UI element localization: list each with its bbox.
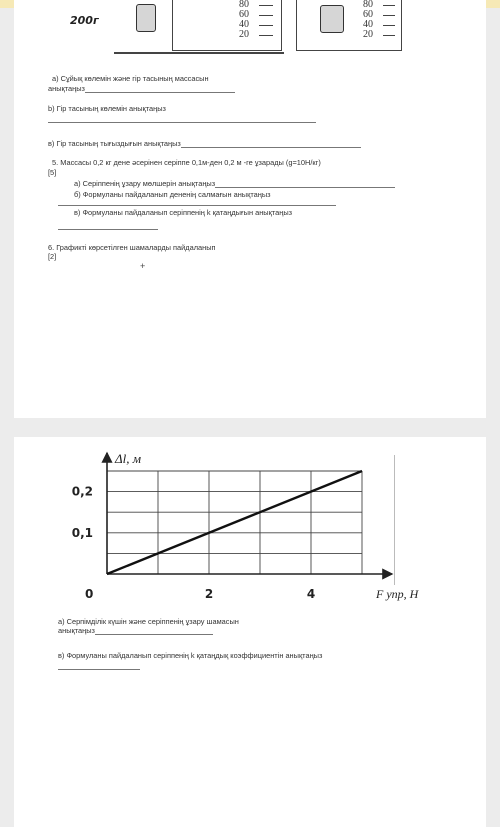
- scale-mark: 80: [239, 0, 249, 10]
- submerged-weight: [320, 5, 344, 33]
- scale-tick: [383, 5, 395, 6]
- question-b-text: b) Гір тасының көлемін анықтаңыз: [48, 104, 166, 113]
- scale-tick: [259, 25, 273, 26]
- scale-mark: 20: [363, 29, 373, 40]
- question-a-line: [48, 84, 235, 93]
- series-line: [107, 471, 362, 574]
- question-6-text: 6. Графикті көрсетілген шамаларды пайдаланып: [48, 243, 216, 252]
- answer-line[interactable]: [48, 122, 316, 123]
- answer-line[interactable]: [215, 180, 395, 188]
- y-axis-title: Δl, м: [115, 451, 142, 466]
- spring-graph: [54, 449, 424, 629]
- question-5b-text: б) Формуланы пайдаланып дененің салмағын анықтаңыз: [74, 190, 271, 199]
- question-c-line: [48, 139, 361, 148]
- graph-series: [107, 471, 362, 574]
- answer-line[interactable]: [58, 229, 158, 230]
- question-c-text: в) Гір тасының тығыздығын анықтаңыз: [48, 139, 181, 148]
- answer-line[interactable]: [85, 85, 235, 93]
- worksheet-page-2: [14, 437, 486, 827]
- origin-label: 0: [85, 587, 94, 601]
- question-a-text: а) Сұйық көлемін және гір тасының массасын: [52, 74, 209, 83]
- scale-tick: [259, 35, 273, 36]
- question-5-text: 5. Массасы 0,2 кг дене әсерінен серіппе 0,1м-ден 0,2 м -ге ұзарады (g=10Н/кг): [52, 158, 321, 167]
- answer-line[interactable]: [95, 627, 213, 635]
- weight-block: [136, 4, 156, 32]
- scale-tick: [383, 15, 395, 16]
- scale-mark: 20: [239, 29, 249, 40]
- scale-mark: 80: [363, 0, 373, 10]
- scale-tick: [259, 15, 273, 16]
- answer-line[interactable]: [181, 140, 361, 148]
- answer-line[interactable]: [58, 205, 336, 206]
- question-a-text: а) Серпімділік күшін және серіппенің ұзару шамасын: [58, 617, 239, 626]
- scale-tick: [383, 35, 395, 36]
- scale-mark: 60: [239, 9, 249, 20]
- left-scale: [239, 0, 249, 40]
- x-tick-label: 4: [306, 587, 316, 601]
- question-5a-line: [74, 179, 395, 188]
- table-surface: [114, 52, 284, 54]
- question-a-continued: анықтаңыз: [58, 626, 95, 635]
- question-b-text: в) Формуланы пайдаланып серіппенің k қатаңдық коэффициентін анықтаңыз: [58, 651, 323, 660]
- question-5-points: [5]: [48, 168, 57, 177]
- x-axis-title: F упр, Н: [376, 587, 419, 601]
- question-a-line: [58, 626, 213, 635]
- scale-tick: [259, 5, 273, 6]
- scale-mark: 40: [363, 19, 373, 30]
- y-tick-label: 0,1: [71, 525, 93, 540]
- question-a-continued: анықтаңыз: [48, 84, 85, 93]
- y-tick-label: 0,2: [71, 484, 93, 499]
- scale-mark: 40: [239, 19, 249, 30]
- worksheet-page-1: [14, 0, 486, 418]
- question-6-points: [2]: [48, 252, 57, 261]
- page-edge-line: [394, 455, 395, 585]
- right-scale: [363, 0, 373, 40]
- scale-mark: 60: [363, 9, 373, 20]
- question-5a-text: а) Серіппенің ұзару мөлшерін анықтаңыз: [74, 179, 216, 188]
- weight-label: 200г: [70, 14, 99, 27]
- cursor-crosshair: +: [140, 261, 146, 271]
- question-5c-text: в) Формуланы пайдаланып серіппенің k қатаңдығын анықтаңыз: [74, 208, 293, 217]
- x-tick-label: 2: [204, 587, 214, 601]
- answer-line[interactable]: [58, 669, 140, 670]
- scale-tick: [383, 25, 395, 26]
